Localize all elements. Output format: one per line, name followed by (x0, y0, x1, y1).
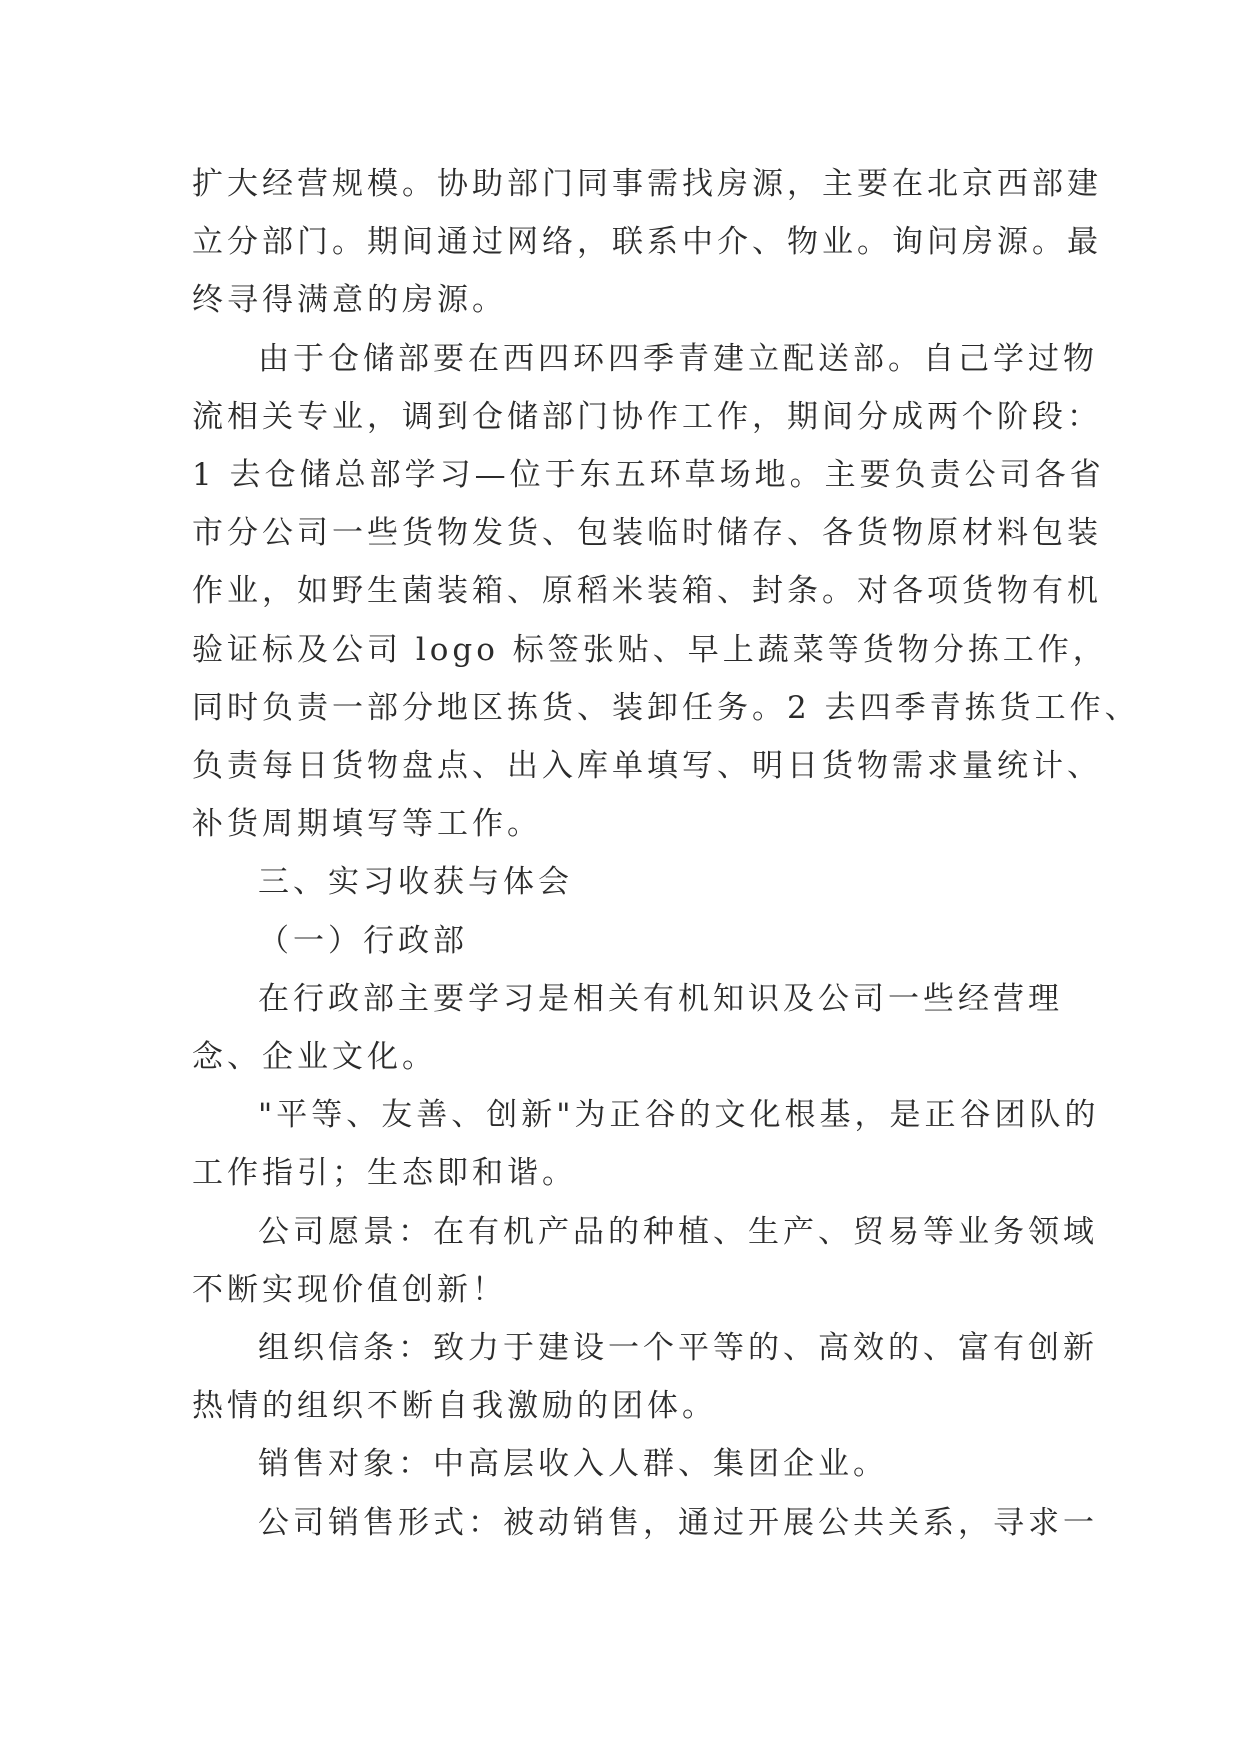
text-line: 1 去仓储总部学习—位于东五环草场地。主要负责公司各省 (192, 457, 1105, 494)
text-line: 终寻得满意的房源。 (192, 282, 507, 319)
subsection-heading: （一）行政部 (258, 922, 468, 959)
text-line: 补货周期填写等工作。 (192, 806, 542, 843)
document-body (192, 155, 1140, 1552)
text-line: 销售对象：中高层收入人群、集团企业。 (258, 1446, 888, 1483)
text-line: 验证标及公司 logo 标签张贴、早上蔬菜等货物分拣工作， (192, 631, 1108, 668)
text-line: 扩大经营规模。协助部门同事需找房源，主要在北京西部建 (192, 166, 1102, 202)
text-line: 作业，如野生菌装箱、原稻米装箱、封条。对各项货物有机 (192, 573, 1102, 610)
text-line: 热情的组织不断自我激励的团体。 (192, 1388, 717, 1425)
text-line: 组织信条：致力于建设一个平等的、高效的、富有创新 (258, 1330, 1098, 1367)
text-line: 负责每日货物盘点、出入库单填写、明日货物需求量统计、 (192, 748, 1102, 785)
text-line: 公司愿景：在有机产品的种植、生产、贸易等业务领域 (258, 1213, 1098, 1250)
text-line: 市分公司一些货物发货、包装临时储存、各货物原材料包装 (192, 515, 1102, 552)
text-line: 流相关专业，调到仓储部门协作工作，期间分成两个阶段： (192, 398, 1102, 435)
text-line: 同时负责一部分地区拣货、装卸任务。2 去四季青拣货工作、 (192, 689, 1140, 726)
text-line: 在行政部主要学习是相关有机知识及公司一些经营理 (258, 980, 1063, 1017)
text-line: 不断实现价值创新！ (192, 1271, 507, 1308)
text-line: 公司销售形式：被动销售，通过开展公共关系，寻求一 (258, 1504, 1098, 1541)
text-line: 念、企业文化。 (192, 1039, 437, 1076)
text-line: "平等、友善、创新"为正谷的文化根基，是正谷团队的 (258, 1097, 1100, 1134)
text-line: 由于仓储部要在西四环四季青建立配送部。自己学过物 (258, 340, 1098, 377)
text-line: 立分部门。期间通过网络，联系中介、物业。询问房源。最 (192, 224, 1102, 261)
section-heading: 三、实习收获与体会 (258, 864, 573, 901)
text-line: 工作指引；生态即和谐。 (192, 1155, 577, 1192)
